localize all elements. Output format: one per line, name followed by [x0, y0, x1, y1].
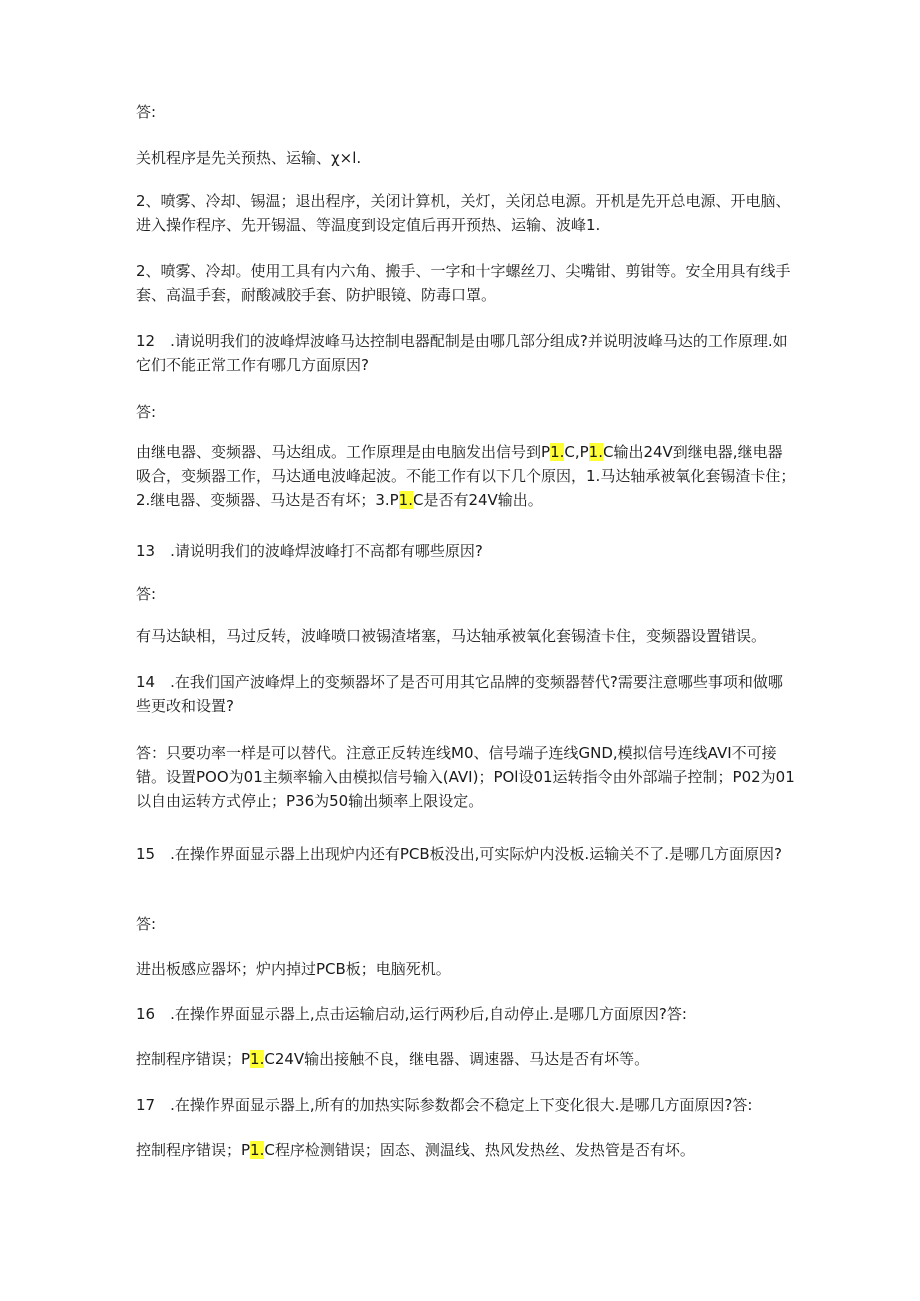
text-segment: 答: [136, 103, 157, 121]
text-segment: 答：只要功率一样是可以替代。注意正反转连线M0、信号端子连线GND,模拟信号连线AVI不可接错。设置POO为01主频率输入由模拟信号输入(AVI)；POl设01运转指令由外部端子控制；P02为01以自由运转方式停止；P36为50输出频率上限设定。 [136, 744, 795, 810]
text-segment: 13 .请说明我们的波峰焊波峰打不高都有哪些原因? [136, 542, 483, 560]
paragraph [136, 912, 796, 936]
highlighted-text: 1. [250, 1141, 265, 1159]
paragraph [136, 741, 796, 813]
text-segment: C24V输出接触不良，继电器、调速器、马达是否有坏等。 [264, 1050, 650, 1068]
paragraph [136, 582, 796, 606]
paragraph [136, 624, 796, 648]
paragraph [136, 259, 796, 307]
paragraph [136, 1138, 796, 1162]
text-segment: 控制程序错误；P [136, 1050, 251, 1068]
paragraph [136, 189, 796, 237]
paragraph [136, 1047, 796, 1071]
paragraph [136, 100, 796, 124]
text-segment: 2、喷雾、冷却。使用工具有内六角、搬手、一字和十字螺丝刀、尖嘴钳、剪钳等。安全用具有线手套、高温手套，耐酸减胶手套、防护眼镜、防毒口罩。 [136, 262, 791, 304]
highlighted-text: 1. [250, 1050, 265, 1068]
highlighted-text: 1. [588, 443, 603, 461]
paragraph [136, 1093, 796, 1117]
text-segment: C输出24V到继电器,继电器吸合，变频器工作，马达通电波峰起波。不能工作有以下几个原因，1.马达轴承被氧化套锡渣卡住；2.继电器、变频器、马达是否有坏；3.P [136, 443, 796, 509]
text-segment: C,P [564, 443, 589, 461]
highlighted-text: 1. [398, 491, 413, 509]
paragraph [136, 329, 796, 377]
text-segment: 有马达缺相，马过反转，波峰喷口被锡渣堵塞，马达轴承被氧化套锡渣卡住，变频器设置错误。 [136, 627, 767, 645]
text-segment: 进出板感应器坏；炉内掉过PCB板；电脑死机。 [136, 960, 451, 978]
text-segment: 17 .在操作界面显示器上,所有的加热实际参数都会不稳定上下变化很大.是哪几方面原因?答: [136, 1096, 753, 1114]
text-segment: 12 .请说明我们的波峰焊波峰马达控制电器配制是由哪几部分组成?并说明波峰马达的工作原理.如它们不能正常工作有哪几方面原因? [136, 332, 788, 374]
paragraph [136, 957, 796, 981]
text-segment: 答: [136, 585, 157, 603]
paragraph [136, 842, 796, 866]
paragraph [136, 1002, 796, 1026]
paragraph [136, 670, 796, 718]
paragraph [136, 146, 796, 170]
text-segment: C程序检测错误；固态、测温线、热风发热丝、发热管是否有坏。 [264, 1141, 695, 1159]
text-segment: 由继电器、变频器、马达组成。工作原理是由电脑发出信号到P [136, 443, 551, 461]
text-segment: 控制程序错误；P [136, 1141, 251, 1159]
paragraph [136, 400, 796, 424]
highlighted-text: 1. [550, 443, 565, 461]
text-segment: C是否有24V输出。 [412, 491, 543, 509]
text-segment: 16 .在操作界面显示器上,点击运输启动,运行两秒后,自动停止.是哪几方面原因?答: [136, 1005, 687, 1023]
text-segment: 答: [136, 403, 157, 421]
text-segment: 14 .在我们国产波峰焊上的变频器坏了是否可用其它品牌的变频器替代?需要注意哪些事项和做哪些更改和设置? [136, 673, 783, 715]
text-segment: 15 .在操作界面显示器上出现炉内还有PCB板没出,可实际炉内没板.运输关不了.是哪几方面原因? [136, 845, 782, 863]
text-segment: 关机程序是先关预热、运输、χ×l. [136, 149, 362, 167]
paragraph [136, 539, 796, 563]
text-segment: 2、喷雾、冷却、锡温；退出程序，关闭计算机，关灯，关闭总电源。开机是先开总电源、开电脑、进入操作程序、先开锡温、等温度到设定值后再开预热、运输、波峰1. [136, 192, 791, 234]
text-segment: 答: [136, 915, 157, 933]
paragraph [136, 440, 796, 512]
